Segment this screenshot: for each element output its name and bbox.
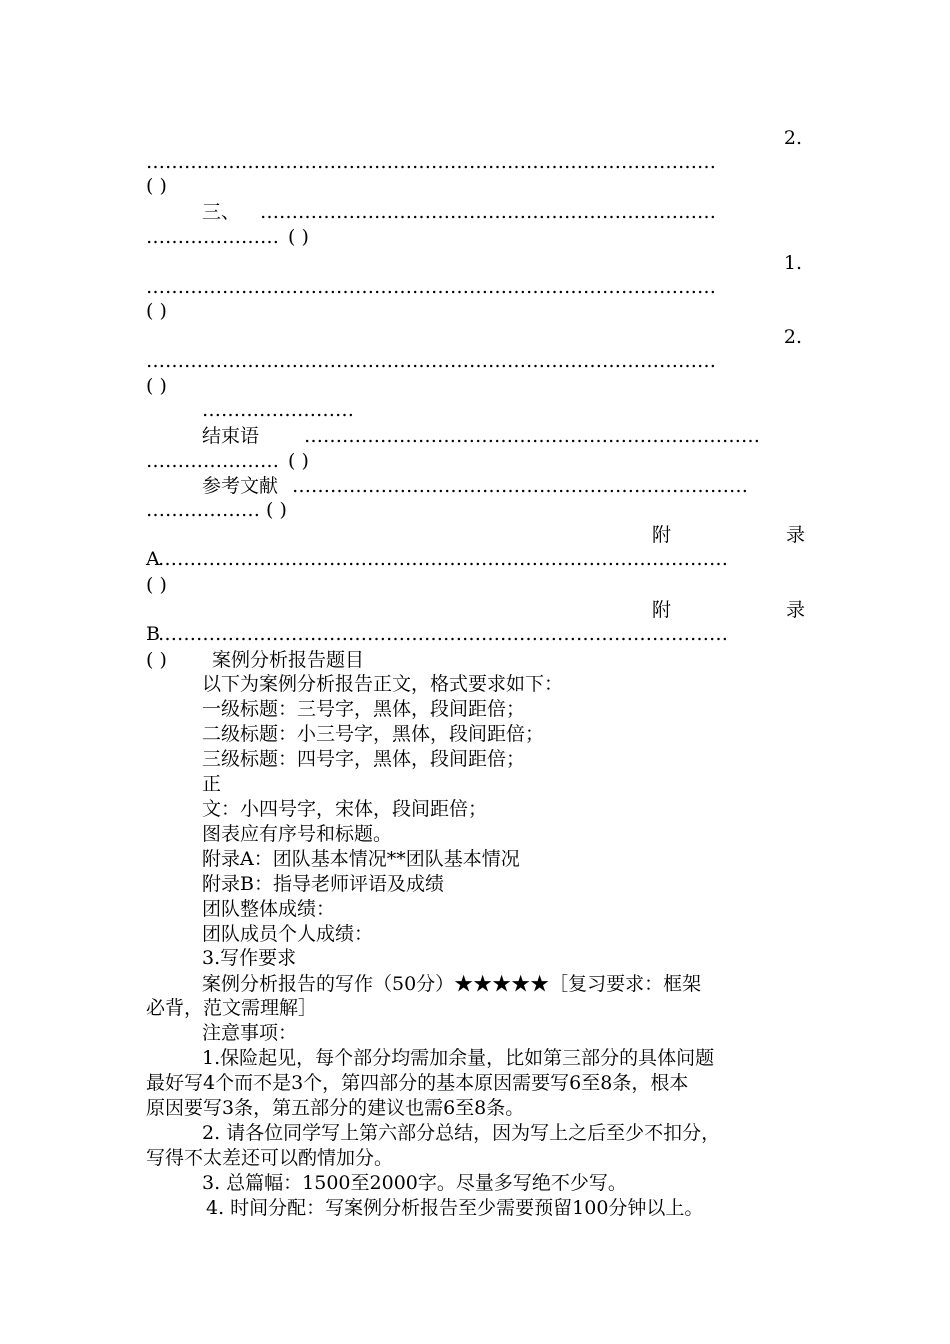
toc-leader-dots: ……………………………………………………………… <box>304 425 760 447</box>
report-title: 案例分析报告题目 <box>212 649 365 671</box>
body-paragraph: 图表应有序号和标题。 <box>202 823 393 845</box>
toc-page-number: ( ) <box>288 450 309 472</box>
toc-leader-dots: ………………… <box>146 226 279 248</box>
note-item: 写得不太差还可以酌情加分。 <box>146 1147 394 1169</box>
toc-conclusion-label: 结束语 <box>202 425 260 447</box>
body-paragraph: 附录B：指导老师评语及成绩 <box>202 873 444 895</box>
toc-leader-dots: ……………………………………………………………………………… <box>146 276 716 298</box>
toc-ellipsis: …………………… <box>202 399 354 421</box>
note-item: 最好写4个而不是3个，第四部分的基本原因需要写6至8条，根本 <box>146 1072 689 1094</box>
toc-page-number: ( ) <box>288 226 309 248</box>
body-paragraph: 三级标题：四号字，黑体，段间距倍； <box>202 748 526 770</box>
note-item: 3. 总篇幅：1500至2000字。尽量多写绝不少写。 <box>202 1172 627 1194</box>
body-paragraph: 正 <box>202 773 222 795</box>
toc-appendix-b-word: 附 <box>652 599 672 621</box>
body-paragraph: 团队成员个人成绩： <box>202 923 374 945</box>
body-paragraph: 文：小四号字，宋体，段间距倍； <box>202 798 488 820</box>
toc-appendix-a-word: 录 <box>786 524 806 546</box>
toc-leader-dots: ……………………………………………………………………………… <box>158 548 728 570</box>
toc-page-number: ( ) <box>146 649 167 671</box>
note-item: 4. 时间分配：写案例分析报告至少需要预留100分钟以上。 <box>206 1197 704 1219</box>
body-paragraph: 注意事项： <box>202 1022 298 1044</box>
body-paragraph: 以下为案例分析报告正文，格式要求如下： <box>202 673 564 695</box>
toc-appendix-a-letter: A <box>146 548 160 570</box>
toc-page-number: ( ) <box>266 499 287 521</box>
toc-leader-dots: ……………… <box>146 499 260 521</box>
toc-appendix-b-letter: B <box>146 623 160 645</box>
body-paragraph: 必背，范文需理解］ <box>146 997 318 1019</box>
toc-item-number: 1. <box>783 252 802 274</box>
toc-section-three-label: 三、 <box>202 201 241 223</box>
body-paragraph: 团队整体成绩： <box>202 898 336 920</box>
note-item: 原因要写3条，第五部分的建议也需6至8条。 <box>146 1097 525 1119</box>
toc-leader-dots: ………………… <box>146 450 279 472</box>
body-paragraph: 二级标题：小三号字，黑体，段间距倍； <box>202 723 545 745</box>
toc-page-number: ( ) <box>146 375 167 397</box>
toc-appendix-b-word: 录 <box>786 599 806 621</box>
body-paragraph: 附录A：团队基本情况**团队基本情况 <box>202 848 520 870</box>
note-item: 2. 请各位同学写上第六部分总结，因为写上之后至少不扣分， <box>202 1122 721 1144</box>
toc-leader-dots: ……………………………………………………………………………… <box>146 350 716 372</box>
toc-references-label: 参考文献 <box>202 475 279 497</box>
toc-leader-dots: ……………………………………………………………… <box>260 201 716 223</box>
toc-leader-dots: ……………………………………………………………………………… <box>158 623 728 645</box>
toc-appendix-a-word: 附 <box>652 524 672 546</box>
toc-page-number: ( ) <box>146 300 167 322</box>
toc-leader-dots: ……………………………………………………………………………… <box>146 151 716 173</box>
body-paragraph: 一级标题：三号字，黑体，段间距倍； <box>202 698 526 720</box>
toc-item-number: 2. <box>783 127 802 149</box>
toc-leader-dots: ……………………………………………………………… <box>292 475 748 497</box>
note-item: 1.保险起见，每个部分均需加余量，比如第三部分的具体问题 <box>202 1047 715 1069</box>
toc-page-number: ( ) <box>146 574 167 596</box>
toc-item-number: 2. <box>783 326 802 348</box>
body-paragraph: 案例分析报告的写作（50分）★★★★★［复习要求：框架 <box>202 973 702 995</box>
section-heading: 3.写作要求 <box>202 947 297 969</box>
toc-page-number: ( ) <box>146 175 167 197</box>
